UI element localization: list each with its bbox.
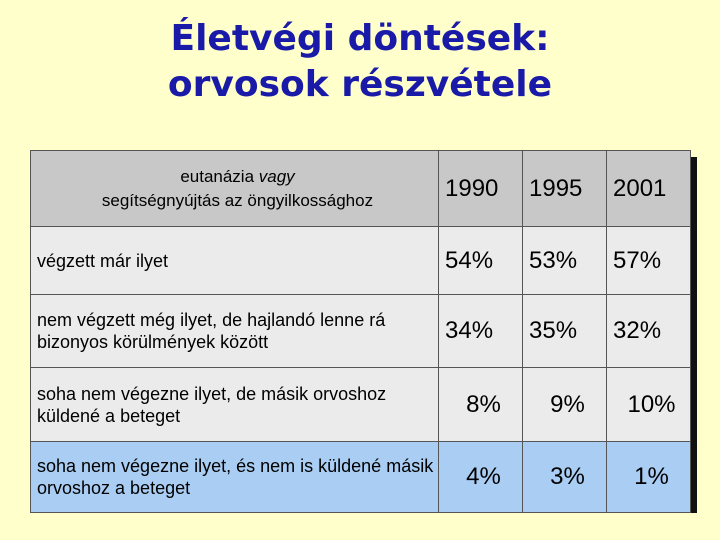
header-label-normal: eutanázia (180, 166, 259, 186)
slide-title (0, 16, 720, 108)
value-cell: 8% (439, 368, 523, 442)
header-label-italic: vagy (258, 166, 295, 186)
year-header: 2001 (607, 151, 691, 227)
year-header: 1995 (523, 151, 607, 227)
row-label: soha nem végezne ilyet, de másik orvoshoz küldené a beteget (31, 368, 439, 442)
title-line-2: orvosok részvétele (167, 64, 553, 105)
table-row (31, 227, 691, 295)
title-line-1: Életvégi döntések: (170, 18, 550, 59)
value-cell: 1% (607, 442, 691, 513)
value-cell: 10% (607, 368, 691, 442)
row-label: nem végzett még ilyet, de hajlandó lenne rá bizonyos körülmények között (31, 295, 439, 368)
header-label-line-2: segítségnyújtás az öngyilkossághoz (101, 190, 374, 210)
survey-table (30, 150, 691, 513)
row-label: végzett már ilyet (31, 227, 439, 295)
year-header: 1990 (439, 151, 523, 227)
value-cell: 35% (523, 295, 607, 368)
row-label: soha nem végezne ilyet, és nem is küldené másik orvoshoz a beteget (31, 442, 439, 513)
value-cell: 32% (607, 295, 691, 368)
value-cell: 4% (439, 442, 523, 513)
value-cell: 57% (607, 227, 691, 295)
table-row (31, 368, 691, 442)
value-cell: 53% (523, 227, 607, 295)
value-cell: 3% (523, 442, 607, 513)
table-row (31, 295, 691, 368)
header-label-line-1 (37, 165, 438, 189)
table-row-highlighted (31, 442, 691, 513)
header-label-cell (31, 151, 439, 227)
value-cell: 54% (439, 227, 523, 295)
value-cell: 9% (523, 368, 607, 442)
value-cell: 34% (439, 295, 523, 368)
table-header-row (31, 151, 691, 227)
